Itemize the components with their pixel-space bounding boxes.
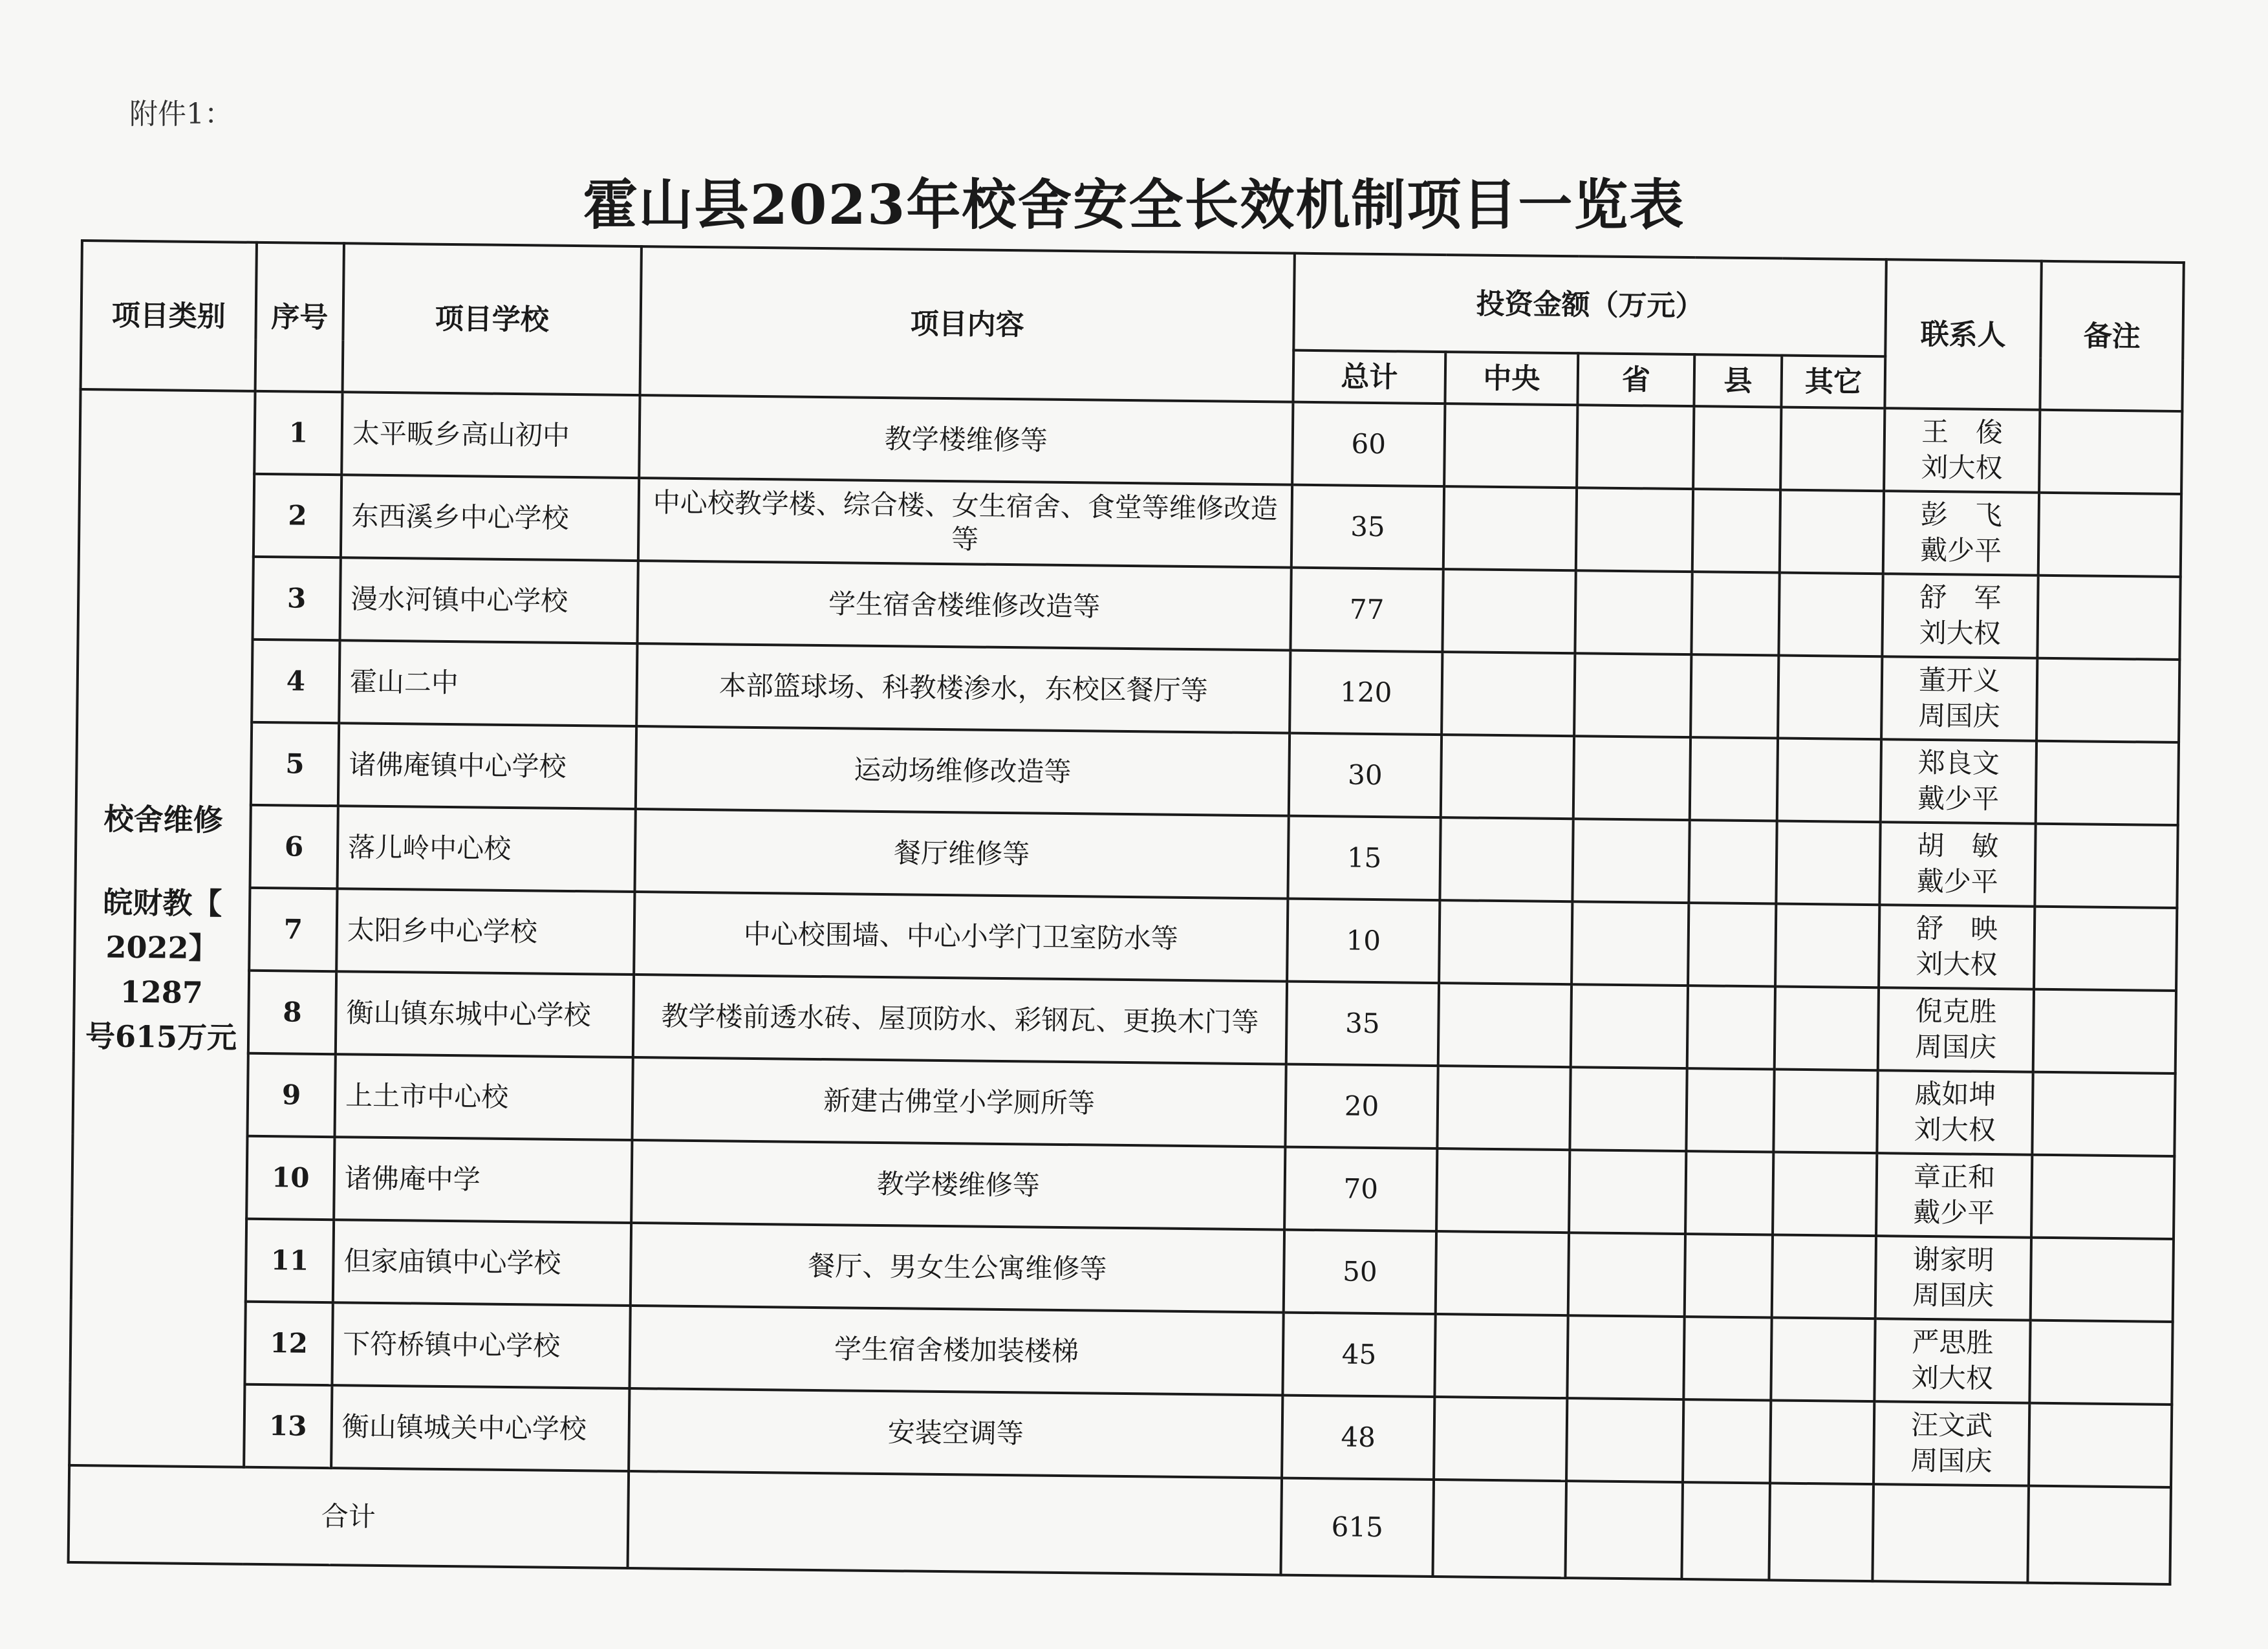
contact-cell <box>1872 1484 2029 1583</box>
other-cell <box>1773 1152 1877 1236</box>
total-cell: 70 <box>1284 1147 1437 1231</box>
contact-name: 刘大权 <box>1914 1113 1996 1147</box>
contact-cell <box>1875 1236 2031 1320</box>
province-cell <box>1569 1150 1686 1234</box>
province-cell <box>1574 653 1691 737</box>
province-cell <box>1566 1398 1683 1482</box>
remark-cell <box>2037 576 2180 660</box>
total-label: 合计 <box>69 1465 629 1568</box>
school-cell: 衡山镇东城中心学校 <box>336 971 634 1057</box>
header-school: 项目学校 <box>343 243 642 395</box>
province-cell <box>1570 1067 1687 1151</box>
county-cell <box>1689 820 1777 903</box>
category-line: 皖财教【 <box>102 884 222 921</box>
content-cell: 学生宿舍楼加装楼梯 <box>629 1306 1283 1396</box>
other-cell <box>1780 490 1884 574</box>
header-investment: 投资金额（万元） <box>1293 253 1886 357</box>
contact-name: 章正和 <box>1913 1161 1996 1194</box>
school-cell: 霍山二中 <box>339 640 637 726</box>
province-cell <box>1567 1315 1684 1399</box>
header-contact: 联系人 <box>1885 259 2041 410</box>
total-cell: 50 <box>1284 1230 1436 1314</box>
remark-cell <box>2031 1155 2174 1239</box>
county-cell <box>1690 737 1778 821</box>
contact-cell <box>1881 739 2036 824</box>
contact-name: 彭 飞 <box>1920 499 2003 532</box>
other-cell <box>1776 821 1880 905</box>
school-cell: 东西溪乡中心学校 <box>341 475 639 561</box>
header-category: 项目类别 <box>81 241 257 391</box>
school-cell: 太阳乡中心学校 <box>336 889 634 975</box>
contact-cell <box>1877 1070 2033 1155</box>
total-cell: 48 <box>1282 1396 1434 1480</box>
contact-name: 戴少平 <box>1917 782 2000 815</box>
contact-name: 王 俊 <box>1921 416 2003 449</box>
other-cell <box>1778 573 1883 657</box>
remark-cell <box>2029 1403 2172 1487</box>
contact-name: 董开义 <box>1918 664 2001 697</box>
category-cell <box>69 389 255 1467</box>
total-content-cell <box>628 1471 1282 1575</box>
central-cell <box>1439 900 1572 984</box>
contact-name: 周国庆 <box>1912 1278 1994 1312</box>
contact-name: 周国庆 <box>1910 1444 1993 1478</box>
contact-name: 戴少平 <box>1913 1196 1995 1229</box>
contact-name: 舒 军 <box>1919 581 2002 614</box>
contact-name: 刘大权 <box>1919 616 2002 650</box>
contact-cell <box>1879 822 2035 907</box>
seq-cell: 2 <box>254 474 341 557</box>
header-seq: 序号 <box>255 242 344 392</box>
central-cell <box>1442 569 1575 653</box>
county-cell <box>1687 986 1775 1069</box>
central-cell <box>1442 652 1575 736</box>
other-cell <box>1771 1317 1875 1401</box>
header-row <box>81 241 2183 360</box>
other-cell <box>1775 986 1879 1070</box>
county-cell <box>1686 1068 1774 1152</box>
remark-cell <box>2033 989 2176 1073</box>
contact-cell <box>1883 491 2039 576</box>
county-cell <box>1683 1399 1771 1483</box>
header-central: 中央 <box>1445 352 1578 405</box>
contact-name: 刘大权 <box>1921 451 2003 484</box>
total-cell: 20 <box>1285 1064 1438 1148</box>
other-cell <box>1775 904 1879 988</box>
grand-total-cell: 615 <box>1280 1478 1434 1577</box>
central-cell <box>1443 486 1577 570</box>
content-cell: 中心校教学楼、综合楼、女生宿舍、食堂等维修改造等 <box>638 478 1292 568</box>
county-cell <box>1688 903 1776 986</box>
school-cell: 漫水河镇中心学校 <box>340 557 638 643</box>
category-line: 号615万元 <box>85 1018 237 1055</box>
total-cell: 15 <box>1288 816 1440 900</box>
contact-name: 胡 敏 <box>1917 830 1999 863</box>
central-cell <box>1440 817 1573 901</box>
contact-name: 严思胜 <box>1912 1326 1994 1359</box>
school-cell: 下符桥镇中心学校 <box>332 1302 630 1388</box>
content-cell: 教学楼维修等 <box>639 395 1293 485</box>
county-cell <box>1681 1482 1770 1580</box>
other-cell <box>1772 1234 1876 1319</box>
remark-cell <box>2029 1320 2172 1405</box>
remark-cell <box>2036 741 2179 825</box>
school-cell: 落儿岭中心校 <box>338 806 636 892</box>
school-cell: 诸佛庵镇中心学校 <box>338 723 636 809</box>
category-line: 校舍维修 <box>103 801 223 837</box>
province-cell <box>1568 1233 1685 1317</box>
header-content: 项目内容 <box>640 246 1295 402</box>
content-cell: 教学楼维修等 <box>631 1140 1285 1230</box>
remark-cell <box>2035 824 2177 908</box>
seq-cell: 10 <box>246 1136 334 1220</box>
content-cell: 中心校围墙、中心小学门卫室防水等 <box>634 892 1288 982</box>
contact-name: 戴少平 <box>1919 534 2002 567</box>
page-title: 霍山县2023年校舍安全长效机制项目一览表 <box>583 173 1685 237</box>
content-cell: 本部篮球场、科教楼渗水，东校区餐厅等 <box>636 643 1290 733</box>
total-cell: 35 <box>1286 982 1439 1066</box>
school-cell: 诸佛庵中学 <box>334 1137 632 1223</box>
remark-cell <box>2034 907 2177 991</box>
remark-cell <box>2027 1486 2171 1584</box>
other-cell <box>1770 1400 1874 1484</box>
other-cell <box>1778 656 1882 740</box>
contact-name: 周国庆 <box>1914 1030 1997 1064</box>
seq-cell: 11 <box>246 1219 334 1302</box>
province-cell <box>1571 984 1688 1068</box>
remark-cell <box>2032 1072 2175 1156</box>
county-cell <box>1685 1234 1773 1317</box>
county-cell <box>1690 654 1778 738</box>
content-cell: 餐厅、男女生公寓维修等 <box>631 1223 1284 1313</box>
total-cell: 45 <box>1282 1313 1435 1397</box>
school-cell: 但家庙镇中心学校 <box>333 1220 631 1306</box>
category-line: 2022】1287 <box>105 929 219 1010</box>
contact-cell <box>1884 408 2040 493</box>
seq-cell: 7 <box>249 888 337 971</box>
school-cell: 上土市中心校 <box>334 1054 632 1140</box>
total-cell: 35 <box>1291 485 1444 569</box>
county-cell <box>1685 1151 1773 1234</box>
contact-name: 周国庆 <box>1918 699 2000 733</box>
content-cell: 安装空调等 <box>629 1388 1282 1478</box>
central-cell <box>1438 983 1571 1067</box>
total-cell: 60 <box>1292 402 1445 486</box>
central-cell <box>1436 1148 1570 1233</box>
seq-cell: 8 <box>248 971 336 1054</box>
central-cell <box>1434 1397 1567 1481</box>
central-cell <box>1441 735 1574 819</box>
contact-name: 倪克胜 <box>1915 995 1997 1028</box>
province-cell <box>1577 405 1694 489</box>
contact-cell <box>1874 1401 2029 1486</box>
seq-cell: 13 <box>244 1385 332 1468</box>
seq-cell: 6 <box>250 805 338 889</box>
seq-cell: 3 <box>253 557 341 640</box>
contact-name: 戴少平 <box>1916 865 1999 898</box>
contact-name: 舒 映 <box>1916 912 1998 945</box>
contact-name: 汪文武 <box>1910 1409 1993 1442</box>
remark-cell <box>2039 410 2182 494</box>
contact-cell <box>1878 987 2034 1072</box>
content-cell: 新建古佛堂小学厕所等 <box>632 1057 1286 1147</box>
header-remark: 备注 <box>2040 261 2183 411</box>
other-cell <box>1780 407 1885 491</box>
school-cell: 太平畈乡高山初中 <box>341 392 640 478</box>
remark-cell <box>2036 658 2179 742</box>
province-cell <box>1573 736 1690 820</box>
other-cell <box>1773 1069 1877 1153</box>
province-cell <box>1576 488 1693 572</box>
contact-name: 刘大权 <box>1911 1361 1994 1395</box>
remark-cell <box>2031 1238 2174 1322</box>
total-cell: 77 <box>1290 568 1443 652</box>
central-cell <box>1436 1231 1569 1315</box>
total-cell: 30 <box>1289 733 1442 817</box>
province-cell <box>1565 1481 1683 1579</box>
county-cell <box>1683 1317 1771 1400</box>
county-cell <box>1692 489 1780 572</box>
seq-cell: 1 <box>254 391 342 475</box>
central-cell <box>1432 1480 1566 1578</box>
seq-cell: 12 <box>244 1302 332 1385</box>
remark-cell <box>2038 493 2181 577</box>
central-cell <box>1437 1066 1570 1150</box>
total-cell: 120 <box>1290 651 1442 735</box>
content-cell: 运动场维修改造等 <box>636 726 1290 816</box>
contact-cell <box>1882 574 2038 658</box>
contact-name: 戚如坤 <box>1914 1078 1996 1111</box>
seq-cell: 9 <box>247 1053 335 1137</box>
total-cell: 10 <box>1287 899 1440 983</box>
header-other: 其它 <box>1781 356 1885 409</box>
other-cell <box>1777 738 1881 823</box>
attachment-label: 附件1： <box>129 98 233 131</box>
header-total: 总计 <box>1293 350 1445 404</box>
province-cell <box>1575 570 1692 654</box>
content-cell: 餐厅维修等 <box>634 809 1288 899</box>
seq-cell: 5 <box>251 722 339 806</box>
contact-cell <box>1881 656 2037 741</box>
contact-cell <box>1876 1153 2032 1238</box>
header-county: 县 <box>1694 354 1782 407</box>
contact-name: 刘大权 <box>1916 947 1998 981</box>
central-cell <box>1434 1314 1568 1398</box>
content-cell: 教学楼前透水砖、屋顶防水、彩钢瓦、更换木门等 <box>633 975 1287 1064</box>
contact-cell <box>1874 1319 2030 1403</box>
contact-cell <box>1879 905 2035 989</box>
project-table <box>67 239 2185 1586</box>
other-cell <box>1769 1483 1874 1581</box>
school-cell: 衡山镇城关中心学校 <box>331 1385 629 1471</box>
content-cell: 学生宿舍楼维修改造等 <box>638 561 1291 651</box>
seq-cell: 4 <box>252 640 340 723</box>
province-cell <box>1571 901 1689 986</box>
contact-name: 谢家明 <box>1912 1244 1994 1277</box>
county-cell <box>1691 572 1779 655</box>
header-province: 省 <box>1577 353 1694 406</box>
central-cell <box>1444 404 1577 488</box>
contact-name: 郑良文 <box>1917 747 2000 780</box>
county-cell <box>1693 406 1781 490</box>
province-cell <box>1572 819 1689 903</box>
